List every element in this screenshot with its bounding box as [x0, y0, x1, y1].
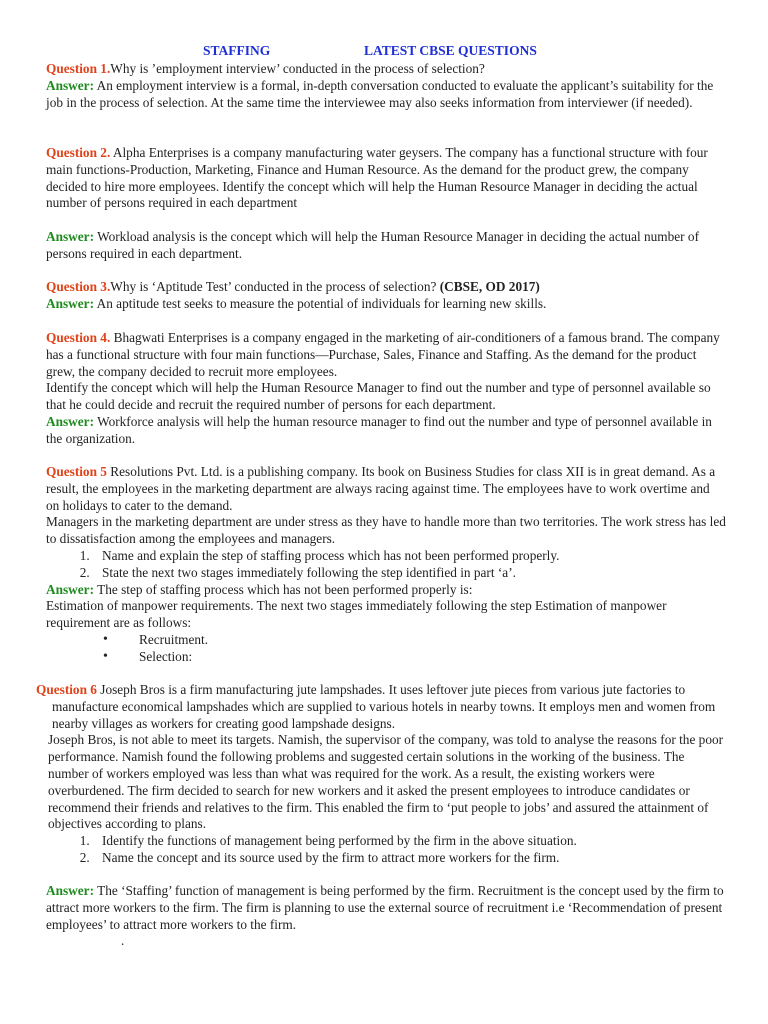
list-item: 2. Name the concept and its source used by the firm to attract more workers for the firm. [93, 850, 726, 867]
question-1 [46, 61, 726, 111]
question-label: Question 3. [46, 279, 111, 294]
question-2-text: Question 2. Alpha Enterprises is a company manufacturing water geysers. The company has a functional structure with four main functions-Production, Marketing, Finance and Human Resource. As the demand for the product grew, the company decided to hire more employees. Identify the concept which will help the Human Resource Manager in deciding the actual number of persons required in each department [46, 145, 708, 211]
question-3 [46, 279, 726, 313]
question-5 [46, 464, 726, 666]
question-6-text: Question 6 Joseph Bros is a firm manufacturing jute lampshades. It uses leftover jute pieces from various jute factories to manufacture economical lampshades which are supplied to various hotels in nearby towns. It employs men and women from nearby villages as workers for creating good lampshade designs. [36, 682, 716, 731]
answer-5-text-2: Estimation of manpower requirements. The next two stages immediately following the step Estimation of manpower requirement are as follows: [46, 598, 667, 631]
list-item: 1. Identify the functions of management being performed by the firm in the above situation. [93, 833, 726, 850]
header-title: STAFFING [203, 43, 271, 58]
answer-label: Answer: [46, 883, 95, 898]
list-item: • Selection: [46, 649, 726, 666]
header-subtitle: LATEST CBSE QUESTIONS [364, 43, 537, 58]
list-item: • Recruitment. [46, 632, 726, 649]
answer-label: Answer: [46, 229, 95, 244]
answer-label: Answer: [46, 581, 95, 597]
question-label: Question 6 [36, 682, 97, 697]
question-label: Question 2. [46, 145, 111, 160]
question-4-text: Question 4. Bhagwati Enterprises is a company engaged in the marketing of air-conditioners of a famous brand. The company has a functional structure with four main functions—Purchase, Sales, Finance and Staffing. As the demand for the product grew, the company decided to recruit more employees. [46, 330, 720, 379]
cbse-reference: (CBSE, OD 2017) [439, 279, 540, 294]
list-item: 2. State the next two stages immediately following the step identified in part ‘a’. [93, 565, 726, 582]
question-6-parts [36, 833, 726, 867]
question-2 [46, 145, 726, 212]
question-5-text: Question 5 Resolutions Pvt. Ltd. is a publishing company. Its book on Business Studies for class XII is in great demand. As a result, the employees in the marketing department are always racing against time. The employees have to work overtime and on holidays to cater to the demand. [46, 464, 716, 513]
question-4 [46, 330, 726, 448]
list-item: 1. Name and explain the step of staffing process which has not been performed properly. [93, 548, 726, 565]
question-5-text-2: Managers in the marketing department are under stress as they have to handle more than two territories. The work stress has led to dissatisfaction among the employees and managers. [46, 514, 726, 547]
answer-5: Answer: The step of staffing process which has not been performed properly is: [46, 581, 473, 597]
question-4-text-2: Identify the concept which will help the Human Resource Manager to find out the number and type of personnel available so that he could decide and recruit the required number of persons for each department. [46, 380, 711, 413]
answer-label: Answer: [46, 413, 95, 429]
answer-6: Answer: The ‘Staffing’ function of management is being performed by the firm. Recruitment is the concept used by the firm to attract more workers to the firm. The firm is planning to use the external source of recruitment i.e ‘Recommendation of present employees’ to attract more workers to the firm. . [46, 883, 726, 950]
question-6-text-2: Joseph Bros, is not able to meet its targets. Namish, the supervisor of the company, was told to analyse the reasons for the poor performance. Namish found the following problems and suggested certain solutions in the working of the business. The number of workers employed was less than what was required for the work. As a result, the existing workers were overburdened. The firm decided to search for new workers and it asked the present employees to introduce candidates or recommend their friends and relatives to the firm. This enabled the firm to ‘put people to jobs’ and assured the attainment of objectives according to plans. [48, 732, 724, 832]
answer-label: Answer: [46, 295, 95, 311]
answer-3: Answer: An aptitude test seeks to measure the potential of individuals for learning new skills. [46, 295, 547, 311]
answer-2: Answer: Workload analysis is the concept which will help the Human Resource Manager in deciding the actual number of persons required in each department. [46, 229, 700, 261]
question-label: Question 1. [46, 61, 111, 76]
question-label: Question 4. [46, 330, 111, 345]
answer-4: Answer: Workforce analysis will help the human resource manager to find out the number and type of personnel available in the organization. [46, 413, 712, 446]
trailing-dot: . [121, 933, 125, 949]
question-1-text: Question 1.Why is ’employment interview’ conducted in the process of selection? [46, 61, 485, 76]
question-6 [36, 682, 726, 867]
answer-1: Answer: An employment interview is a formal, in-depth conversation conducted to evaluate the applicant’s suitability for the job in the process of selection. At the same time the interviewee may also seeks information from interviewer (if needed). [46, 77, 714, 110]
question-3-text: Question 3.Why is ‘Aptitude Test’ conducted in the process of selection? (CBSE, OD 2017) [46, 279, 540, 294]
answer-label: Answer: [46, 77, 95, 93]
question-label: Question 5 [46, 464, 107, 479]
answer-5-bullets [46, 632, 726, 666]
question-5-parts [46, 548, 726, 582]
